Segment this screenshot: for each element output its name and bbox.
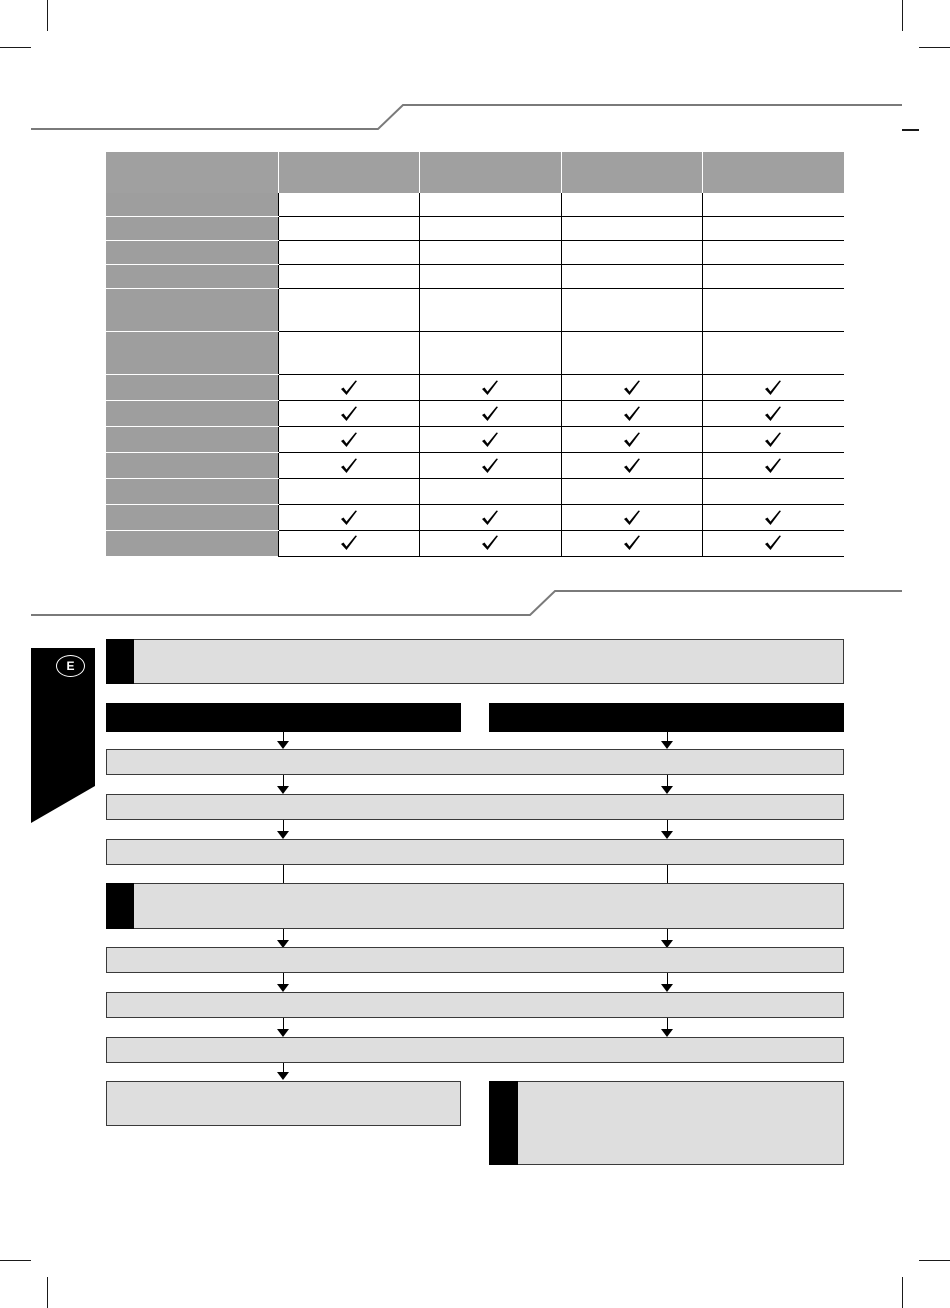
- table-header-cell: [561, 152, 702, 193]
- table-row: [106, 479, 844, 505]
- table-cell: [278, 375, 419, 401]
- table-cell: [702, 241, 844, 265]
- checkmark-icon: [480, 510, 500, 524]
- connector-line: [667, 865, 668, 883]
- table-cell: [419, 217, 561, 241]
- table-cell: [702, 453, 844, 479]
- table-row: [106, 289, 844, 332]
- language-badge: E: [56, 655, 85, 677]
- row-header-cell: [106, 427, 278, 453]
- table-cell: [278, 505, 419, 531]
- table-row: [106, 217, 844, 241]
- table-header-cell: [419, 152, 561, 193]
- checkmark-icon: [480, 406, 500, 420]
- crop-mark: [0, 1260, 31, 1261]
- checkmark-icon: [763, 458, 783, 472]
- table-cell: [419, 505, 561, 531]
- table-cell: [702, 217, 844, 241]
- checkmark-icon: [622, 406, 642, 420]
- table-cell: [561, 427, 702, 453]
- left-branch-header: [106, 703, 461, 732]
- table-cell: [702, 193, 844, 217]
- table-cell: [278, 217, 419, 241]
- table-cell: [561, 217, 702, 241]
- table-cell: [702, 332, 844, 375]
- table-cell: [419, 479, 561, 505]
- down-arrow-icon: [277, 786, 289, 794]
- checkmark-icon: [763, 380, 783, 394]
- table-cell: [278, 427, 419, 453]
- table-cell: [278, 265, 419, 289]
- connector-line: [283, 865, 284, 883]
- down-arrow-icon: [277, 984, 289, 992]
- down-arrow-icon: [661, 984, 673, 992]
- down-arrow-icon: [661, 1029, 673, 1037]
- table-row: [106, 453, 844, 479]
- step-a1-box: [106, 749, 844, 775]
- step-2-marker: [106, 883, 134, 929]
- table-row: [106, 193, 844, 217]
- row-header-cell: [106, 479, 278, 505]
- table-row: [106, 505, 844, 531]
- checkmark-icon: [622, 432, 642, 446]
- down-arrow-icon: [277, 1029, 289, 1037]
- down-arrow-icon: [277, 1072, 289, 1080]
- checkmark-icon: [622, 510, 642, 524]
- checkmark-icon: [763, 535, 783, 549]
- table-header-cell: [278, 152, 419, 193]
- crop-mark: [0, 47, 31, 48]
- table-cell: [419, 531, 561, 557]
- right-branch-header: [489, 703, 844, 732]
- crop-mark: [919, 47, 950, 48]
- table-cell: [419, 375, 561, 401]
- checkmark-icon: [622, 380, 642, 394]
- crop-mark: [919, 1260, 950, 1261]
- step-3-marker: [489, 1081, 518, 1165]
- checkmark-icon: [339, 458, 359, 472]
- table-cell: [561, 479, 702, 505]
- crop-mark: [47, 0, 48, 31]
- checkmark-icon: [339, 380, 359, 394]
- table-cell: [702, 401, 844, 427]
- down-arrow-icon: [277, 831, 289, 839]
- table-cell: [561, 375, 702, 401]
- row-header-cell: [106, 375, 278, 401]
- table-cell: [278, 289, 419, 332]
- table-cell: [419, 289, 561, 332]
- step-b3-box: [106, 1037, 844, 1063]
- comparison-table: [106, 152, 844, 557]
- checkmark-icon: [339, 432, 359, 446]
- table-cell: [278, 531, 419, 557]
- table-cell: [561, 453, 702, 479]
- table-cell: [419, 401, 561, 427]
- table-cell: [419, 453, 561, 479]
- table-header-cell: [702, 152, 844, 193]
- row-header-cell: [106, 193, 278, 217]
- table-cell: [702, 375, 844, 401]
- checkmark-icon: [622, 535, 642, 549]
- table-cell: [561, 289, 702, 332]
- table-body: [106, 193, 844, 556]
- table-cell: [561, 505, 702, 531]
- checkmark-icon: [339, 510, 359, 524]
- table-cell: [702, 427, 844, 453]
- table-row: [106, 531, 844, 557]
- step-1-box: [106, 639, 844, 684]
- down-arrow-icon: [661, 831, 673, 839]
- crop-mark: [902, 129, 919, 131]
- table-row: [106, 241, 844, 265]
- table-cell: [278, 241, 419, 265]
- checkmark-icon: [763, 510, 783, 524]
- table-cell: [702, 531, 844, 557]
- step-2-box: [106, 883, 844, 929]
- table-row: [106, 265, 844, 289]
- down-arrow-icon: [277, 741, 289, 749]
- checkmark-icon: [480, 458, 500, 472]
- table-row: [106, 332, 844, 375]
- table-row: [106, 427, 844, 453]
- table-cell: [278, 332, 419, 375]
- table-header-cell: [106, 152, 278, 193]
- checkmark-icon: [480, 380, 500, 394]
- table-cell: [278, 453, 419, 479]
- table-cell: [561, 531, 702, 557]
- table-cell: [419, 265, 561, 289]
- row-header-cell: [106, 505, 278, 531]
- checkmark-icon: [339, 406, 359, 420]
- checkmark-icon: [763, 406, 783, 420]
- table-cell: [561, 332, 702, 375]
- down-arrow-icon: [661, 786, 673, 794]
- table-cell: [419, 241, 561, 265]
- table-row: [106, 375, 844, 401]
- crop-mark: [47, 1277, 48, 1308]
- step-a3-box: [106, 839, 844, 865]
- table-cell: [419, 332, 561, 375]
- table-cell: [702, 289, 844, 332]
- crop-mark: [902, 1277, 903, 1308]
- table-cell: [419, 193, 561, 217]
- table-cell: [702, 479, 844, 505]
- row-header-cell: [106, 265, 278, 289]
- left-result-box: [106, 1081, 461, 1126]
- step-a2-box: [106, 794, 844, 820]
- table-cell: [278, 401, 419, 427]
- table-cell: [561, 265, 702, 289]
- checkmark-icon: [622, 458, 642, 472]
- table-cell: [278, 193, 419, 217]
- table-cell: [561, 401, 702, 427]
- checkmark-icon: [480, 535, 500, 549]
- step-b2-box: [106, 992, 844, 1018]
- row-header-cell: [106, 241, 278, 265]
- checkmark-icon: [480, 432, 500, 446]
- table-cell: [561, 193, 702, 217]
- row-header-cell: [106, 332, 278, 375]
- step-3-box: [489, 1081, 844, 1165]
- step-1-marker: [106, 639, 134, 684]
- table-cell: [561, 241, 702, 265]
- row-header-cell: [106, 453, 278, 479]
- table-header-row: [106, 152, 844, 193]
- down-arrow-icon: [661, 741, 673, 749]
- row-header-cell: [106, 289, 278, 332]
- row-header-cell: [106, 531, 278, 557]
- table-cell: [702, 265, 844, 289]
- table-row: [106, 401, 844, 427]
- step-b1-box: [106, 947, 844, 973]
- table-cell: [702, 505, 844, 531]
- checkmark-icon: [339, 535, 359, 549]
- crop-mark: [902, 0, 903, 31]
- row-header-cell: [106, 217, 278, 241]
- table-cell: [278, 479, 419, 505]
- table-cell: [419, 427, 561, 453]
- row-header-cell: [106, 401, 278, 427]
- checkmark-icon: [763, 432, 783, 446]
